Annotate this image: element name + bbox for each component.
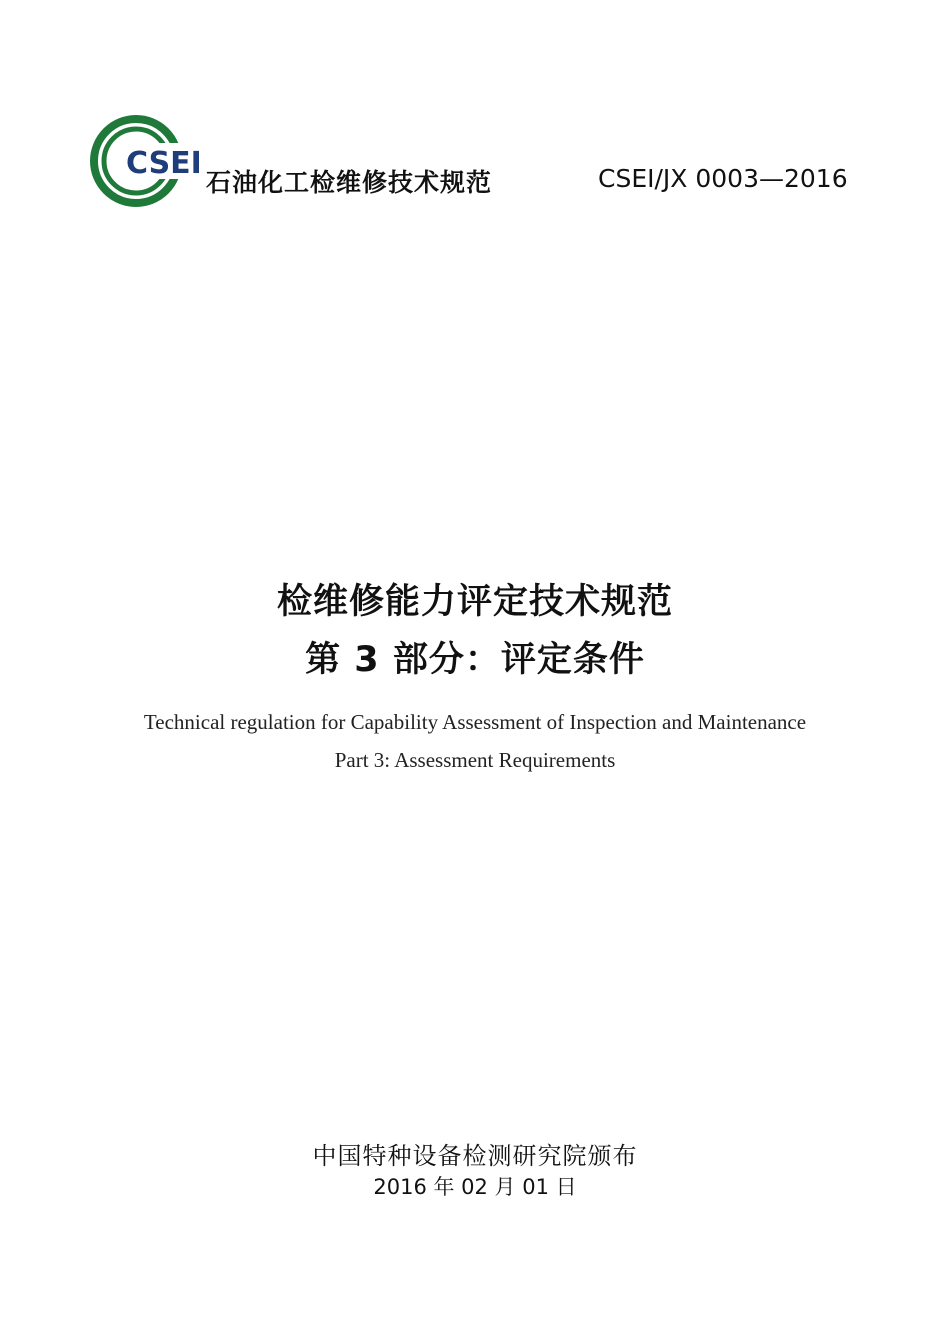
title-chinese-line-1: 检维修能力评定技术规范	[276, 582, 673, 622]
publisher: 中国特种设备检测研究院颁布	[312, 1142, 638, 1170]
svg-text:CSEI: CSEI	[126, 146, 202, 181]
document-number: CSEI/JX 0003—2016	[598, 164, 848, 193]
series-title: 石油化工检维修技术规范	[206, 168, 493, 197]
publish-date: 2016 年 02 月 01 日	[373, 1175, 577, 1199]
title-english-line-2: Part 3: Assessment Requirements	[334, 748, 616, 772]
title-chinese-line-2: 第 3 部分：评定条件	[305, 640, 645, 680]
csei-logo	[88, 113, 208, 209]
title-english-line-1: Technical regulation for Capability Assessment of Inspection and Maintenance	[143, 710, 807, 734]
